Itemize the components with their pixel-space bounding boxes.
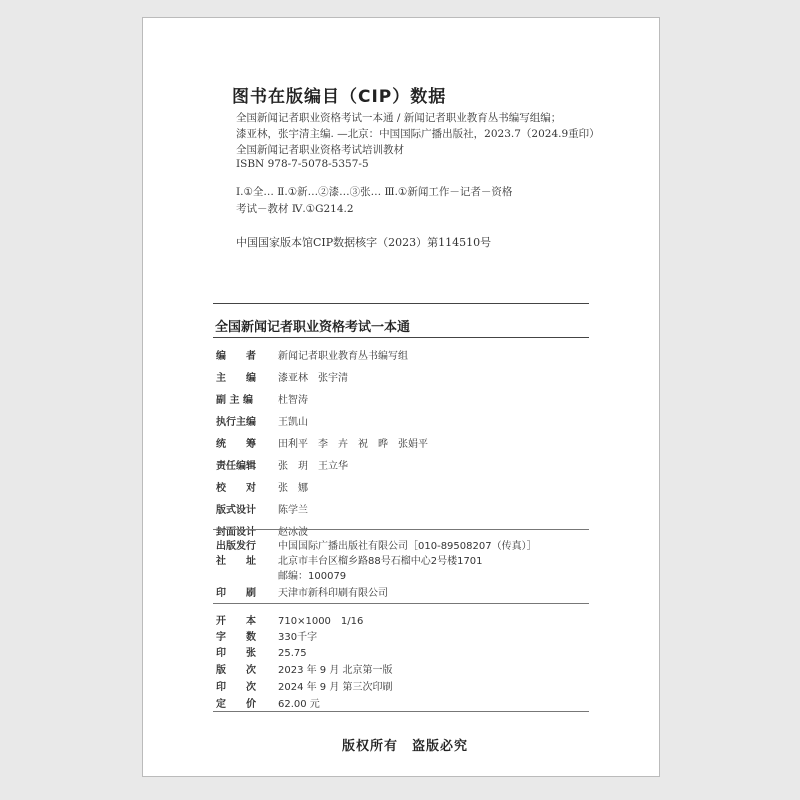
publisher-row [216, 537, 537, 552]
staff-role: 封面设计 [216, 527, 256, 538]
spec-value: 2023 年 9 月 北京第一版 [278, 665, 393, 676]
staff-row [216, 523, 308, 538]
staff-value: 新闻记者职业教育丛书编写组 [278, 351, 408, 362]
staff-row [216, 391, 308, 406]
publisher-value: 北京市丰台区榴乡路88号石榴中心2号楼1701 [278, 556, 483, 567]
spec-row [216, 661, 393, 676]
staff-role: 主 编 [216, 373, 256, 384]
staff-value: 张 玥 王立华 [278, 461, 348, 472]
divider [213, 337, 589, 338]
staff-value: 王凯山 [278, 417, 308, 428]
staff-value: 田利平 李 卉 祝 晔 张娟平 [278, 439, 428, 450]
copyright-notice: 版权所有 盗版必究 [342, 739, 469, 754]
spec-value: 330千字 [278, 632, 318, 643]
staff-value: 杜智涛 [278, 395, 308, 406]
publisher-value: 邮编：100079 [278, 571, 347, 582]
publisher-label: 社 址 [216, 556, 256, 567]
staff-row [216, 479, 308, 494]
spec-row [216, 612, 363, 627]
spec-row [216, 678, 393, 693]
staff-role: 编 者 [216, 351, 256, 362]
spec-value: 2024 年 9 月 第三次印刷 [278, 682, 393, 693]
publisher-label: 印 刷 [216, 588, 256, 599]
staff-role: 校 对 [216, 483, 256, 494]
spec-label: 印 张 [216, 648, 256, 659]
publisher-row [216, 567, 346, 582]
cip-title: 图书在版编目（CIP）数据 [232, 87, 447, 107]
publisher-label: 出版发行 [216, 541, 256, 552]
staff-role: 统 筹 [216, 439, 256, 450]
staff-row [216, 413, 308, 428]
staff-role: 版式设计 [216, 505, 256, 516]
staff-row [216, 501, 308, 516]
cip-line: 漆亚林，张宇清主编. —北京：中国国际广播出版社，2023.7（2024.9重印） [236, 128, 600, 140]
cip-number: 中国国家版本馆CIP数据核字（2023）第114510号 [236, 236, 492, 249]
cip-classification: 考试－教材 Ⅳ.①G214.2 [236, 203, 354, 215]
cip-classification: Ⅰ.①全… Ⅱ.①新…②漆…③张… Ⅲ.①新闻工作－记者－资格 [236, 186, 513, 198]
staff-row [216, 369, 348, 384]
spec-label: 开 本 [216, 616, 256, 627]
cip-line: ISBN 978-7-5078-5357-5 [236, 158, 369, 170]
spec-label: 字 数 [216, 632, 256, 643]
book-title: 全国新闻记者职业资格考试一本通 [215, 320, 411, 335]
spec-value: 25.75 [278, 648, 307, 659]
publisher-value: 中国国际广播出版社有限公司［010-89508207（传真）］ [278, 541, 537, 552]
publisher-row [216, 584, 388, 599]
spec-label: 定 价 [216, 699, 256, 710]
divider [213, 303, 589, 304]
staff-row [216, 347, 408, 362]
publisher-value: 天津市新科印刷有限公司 [278, 588, 388, 599]
staff-role: 执行主编 [216, 417, 256, 428]
spec-label: 印 次 [216, 682, 256, 693]
cip-line: 全国新闻记者职业资格考试培训教材 [236, 144, 404, 156]
divider [213, 603, 589, 604]
staff-value: 张 娜 [278, 483, 308, 494]
cip-line: 全国新闻记者职业资格考试一本通 / 新闻记者职业教育丛书编写组编； [236, 112, 562, 124]
spec-value: 710×1000 1/16 [278, 616, 364, 627]
spec-value: 62.00 元 [278, 699, 320, 710]
staff-value: 漆亚林 张宇清 [278, 373, 348, 384]
divider [213, 529, 589, 530]
spec-row [216, 695, 320, 710]
staff-value: 赵冰波 [278, 527, 308, 538]
staff-role: 责任编辑 [216, 461, 256, 472]
staff-value: 陈学兰 [278, 505, 308, 516]
divider [213, 711, 589, 712]
spec-label: 版 次 [216, 665, 256, 676]
spec-row [216, 644, 307, 659]
spec-row [216, 628, 317, 643]
staff-role: 副 主 编 [216, 395, 253, 406]
staff-row [216, 435, 428, 450]
staff-row [216, 457, 348, 472]
publisher-row [216, 552, 483, 567]
